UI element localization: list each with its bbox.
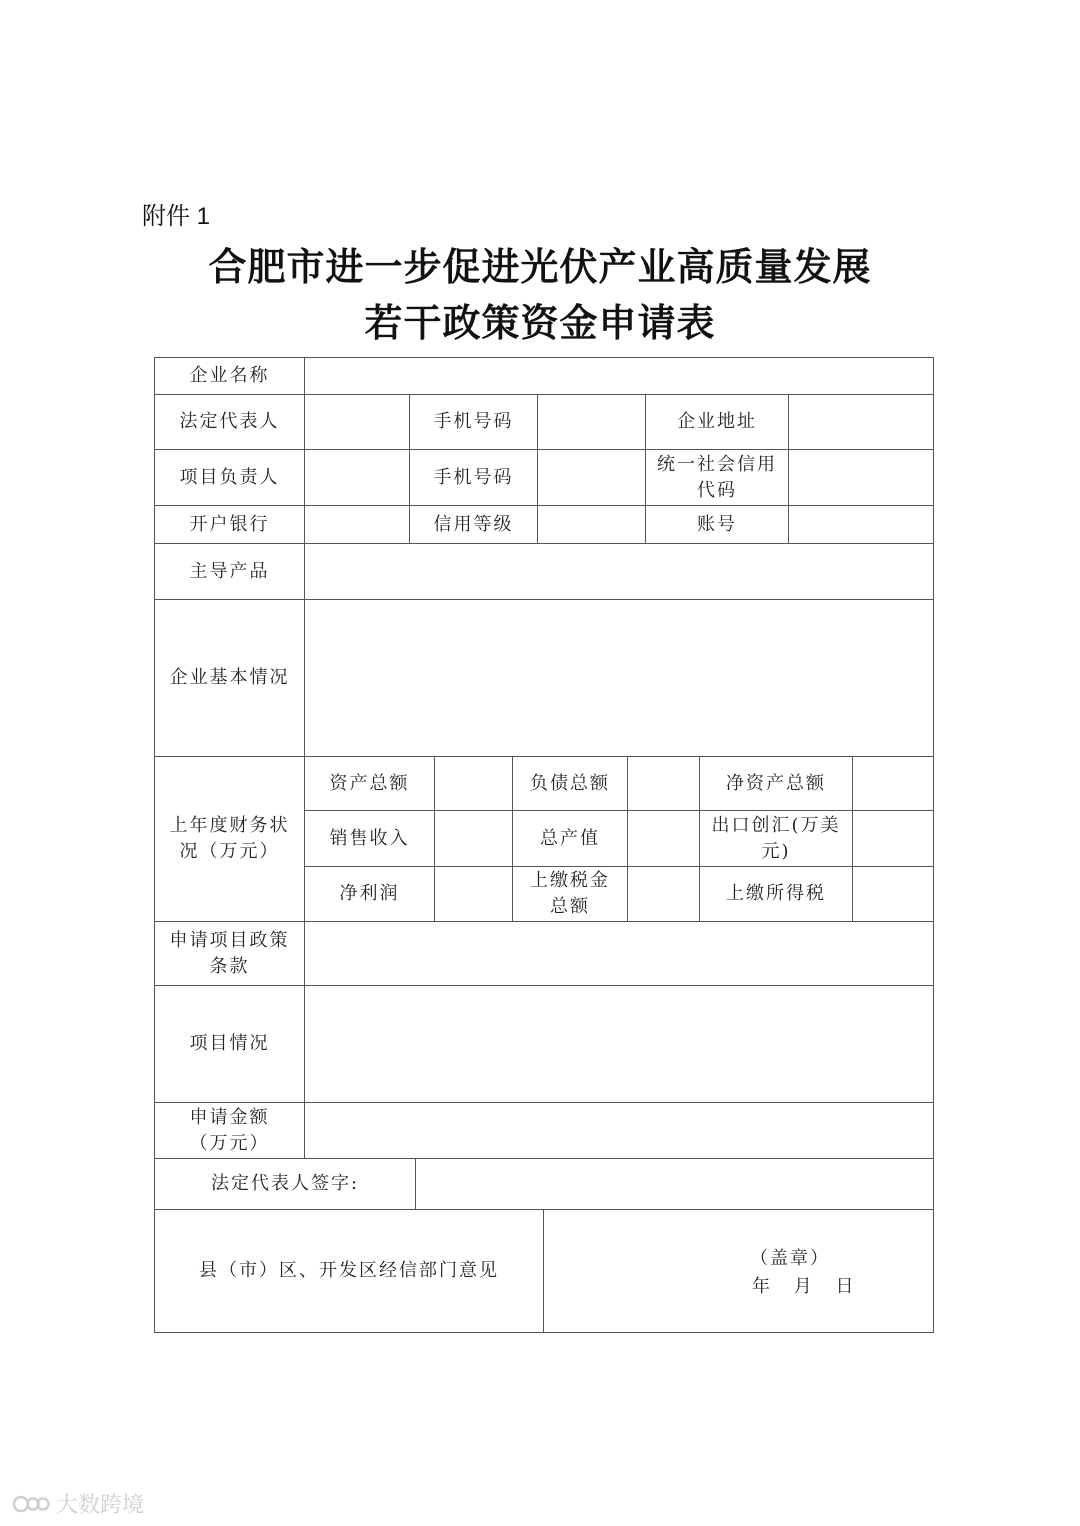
form-title-line1: 合肥市进一步促进光伏产业高质量发展 [208,245,872,289]
net-assets-field[interactable] [852,756,934,811]
amount-label-line2: （万元） [189,1132,270,1154]
company-name-field[interactable] [304,357,934,395]
income-tax-field[interactable] [852,866,934,922]
income-tax-label: 上缴所得税 [699,866,853,922]
finance-label-line1: 上年度财务状 [169,815,290,836]
signature-label: 法定代表人签字: [154,1158,416,1210]
net-profit-label: 净利润 [304,866,435,922]
sales-revenue-field[interactable] [434,810,513,867]
taxes-paid-label [512,866,628,922]
main-product-label: 主导产品 [154,543,305,600]
phone-label: 手机号码 [409,394,538,450]
net-profit-field[interactable] [434,866,513,922]
total-liabilities-field[interactable] [627,756,700,811]
credit-rating-field[interactable] [537,505,646,544]
signature-field[interactable] [415,1158,934,1210]
phone-field[interactable] [537,394,646,450]
amount-label [154,1102,305,1159]
credit-code-label-line2: 代码 [697,479,737,501]
credit-code-label [645,449,789,506]
export-earnings-label-line2: 元) [761,840,791,862]
sales-revenue-label: 销售收入 [304,810,435,867]
credit-code-label-line1: 统一社会信用 [657,453,777,475]
taxes-paid-field[interactable] [627,866,700,922]
policy-clause-label [154,921,305,986]
attachment-label: 附件 1 [142,203,211,230]
export-earnings-label [699,810,853,867]
gross-output-label: 总产值 [512,810,628,867]
project-status-label: 项目情况 [154,985,305,1103]
export-earnings-field[interactable] [852,810,934,867]
net-assets-label: 净资产总额 [699,756,853,811]
finance-label-line2: 况（万元） [179,841,280,862]
company-profile-label: 企业基本情况 [154,599,305,757]
legal-rep-label: 法定代表人 [154,394,305,450]
company-address-field[interactable] [788,394,934,450]
watermark [12,1488,144,1519]
phone-label-2: 手机号码 [409,449,538,506]
main-product-field[interactable] [304,543,934,600]
export-earnings-label-line1: 出口创汇(万美 [711,814,841,836]
policy-clause-label-line2: 条款 [209,955,250,977]
company-profile-field[interactable] [304,599,934,757]
total-assets-field[interactable] [434,756,513,811]
legal-rep-field[interactable] [304,394,410,450]
amount-field[interactable] [304,1102,934,1159]
finance-label [154,756,305,922]
dept-opinion-label: 县（市）区、开发区经信部门意见 [154,1209,544,1333]
form-title-line2: 若干政策资金申请表 [364,301,716,345]
bank-label: 开户银行 [154,505,305,544]
date-text: 年 月 日 [752,1276,856,1297]
watermark-text: 大数跨境 [56,1493,145,1518]
taxes-paid-label-line2: 总额 [550,896,590,917]
gross-output-field[interactable] [627,810,700,867]
project-status-field[interactable] [304,985,934,1103]
credit-code-field[interactable] [788,449,934,506]
project-lead-label: 项目负责人 [154,449,305,506]
brand-logo-icon [12,1493,52,1515]
project-lead-field[interactable] [304,449,410,506]
total-liabilities-label: 负债总额 [512,756,628,811]
taxes-paid-label-line1: 上缴税金 [530,870,610,891]
total-assets-label: 资产总额 [304,756,435,811]
company-address-label: 企业地址 [645,394,789,450]
bank-field[interactable] [304,505,410,544]
phone-field-2[interactable] [537,449,646,506]
company-name-label: 企业名称 [154,357,305,395]
account-field[interactable] [788,505,934,544]
policy-clause-field[interactable] [304,921,934,986]
policy-clause-label-line1: 申请项目政策 [169,929,290,951]
dept-opinion-field[interactable] [543,1209,934,1333]
seal-text: （盖章） [750,1248,830,1269]
amount-label-line1: 申请金额 [189,1106,270,1128]
account-label: 账号 [645,505,789,544]
credit-rating-label: 信用等级 [409,505,538,544]
